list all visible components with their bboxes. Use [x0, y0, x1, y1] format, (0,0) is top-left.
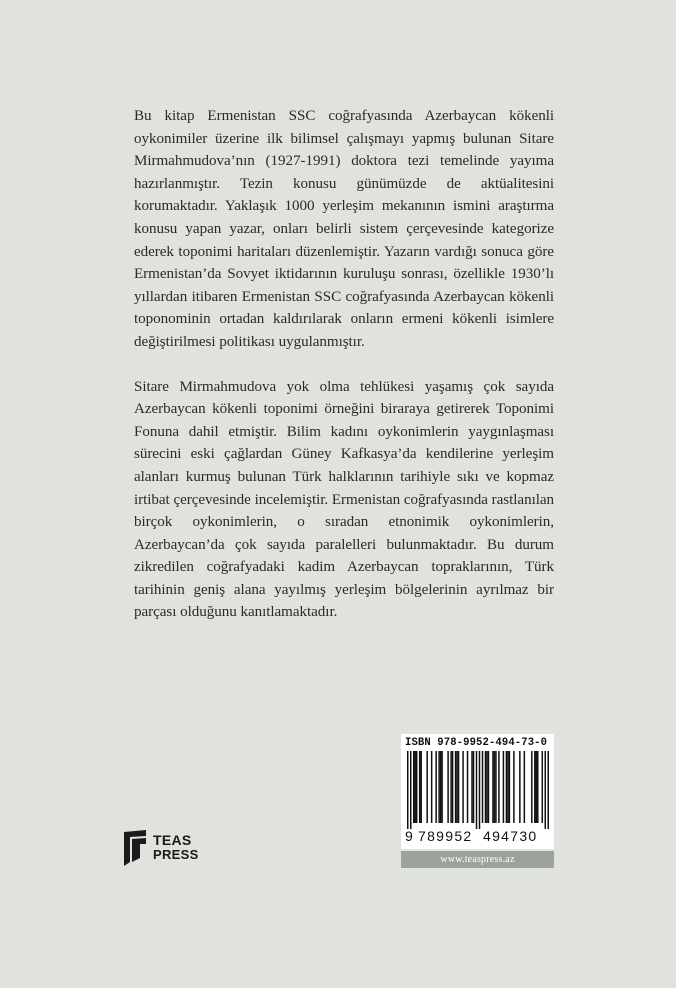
- barcode-bar: [407, 751, 408, 829]
- publisher-name-top: TEAS: [153, 832, 192, 848]
- barcode-bar: [545, 751, 546, 829]
- barcode-bar: [467, 751, 468, 823]
- barcode-bar: [494, 751, 495, 823]
- barcode-bar: [524, 751, 525, 823]
- publisher-logo: [122, 830, 212, 868]
- barcode-digits-right: 494730: [483, 828, 538, 844]
- barcode-bar: [455, 751, 456, 823]
- barcode-bar: [416, 751, 417, 823]
- barcode-bar: [488, 751, 489, 823]
- barcode-bar: [426, 751, 427, 823]
- barcode-bar: [476, 751, 477, 829]
- barcode-bar: [534, 751, 535, 823]
- barcode-bar: [503, 751, 504, 823]
- barcode-bar: [509, 751, 510, 823]
- barcode-digits-left: 789952: [418, 828, 473, 844]
- publisher-name-bottom: PRESS: [153, 847, 199, 862]
- barcode-bar: [462, 751, 463, 823]
- barcode-bar: [420, 751, 421, 823]
- barcode-bar: [410, 751, 411, 829]
- barcode-bar: [456, 751, 457, 823]
- barcode-bar: [486, 751, 487, 823]
- barcode-bar: [542, 751, 543, 823]
- barcode-bar: [447, 751, 448, 823]
- barcode-bar: [435, 751, 436, 823]
- blurb-paragraph-1: Bu kitap Ermenistan SSC coğrafyasında Azerbaycan kökenli oykonimiler üzerine ilk bilimsel çalışmayı yapmış bulunan Sitare Mirmahmudova’nın (1927-1991) doktora tezi temelinde yayıma hazırlanmıştır. Tezin konusu günümüzde de aktüalitesini korumaktadır. Yaklaşık 1000 yerleşim mekanının ismini araştırma konusu yapan yazar, onları belirli sistem çerçevesinde kategorize ederek toponimi haritaları düzenlemiştir. Yazarın vardığı sonuca göre Ermenistan’da Sovyet iktidarının kuruluşu sonrası, özellikle 1930’lı yıllardan itibaren Ermenistan SSC coğrafyasında Azerbaycan kökenli toponominin ortadan kaldırılarak onların ermeni kökenli isimlere değiştirilmesi politikası uygulanmıştır.: [134, 108, 554, 350]
- barcode-bar: [519, 751, 520, 823]
- barcode-bar: [531, 751, 532, 823]
- barcode-bar: [507, 751, 508, 823]
- blurb-text: [134, 105, 554, 646]
- barcode-bar: [548, 751, 549, 829]
- barcode-bar: [414, 751, 415, 823]
- barcode-bar: [441, 751, 442, 823]
- barcode-bar: [492, 751, 493, 823]
- barcode-bar: [537, 751, 538, 823]
- barcode-bar: [452, 751, 453, 823]
- barcode-bar: [473, 751, 474, 823]
- barcode-digit-first: 9: [405, 828, 413, 844]
- barcode-bar: [471, 751, 472, 823]
- barcode-bar: [419, 751, 420, 823]
- barcode-bar: [431, 751, 432, 823]
- barcode-bar: [506, 751, 507, 823]
- website-url[interactable]: www.teaspress.az: [440, 854, 515, 865]
- barcode-bars: [407, 751, 549, 829]
- barcode-bar: [450, 751, 451, 823]
- blurb-paragraph-2: Sitare Mirmahmudova yok olma tehlükesi yaşamış çok sayıda Azerbaycan kökenli toponimi örneğini biraraya getirerek Toponimi Fonuna dahil etmiştir. Bilim kadını oykonimlerin yaygınlaşması sürecini eski çağlardan Güney Kafkasya’da kendilerine yerleşim alanları kurmuş bulunan Türk halklarının tarihiyle sıkı ve kopmaz irtibat çerçevesinde incelemiştir. Ermenistan coğrafyasında rastlanılan birçok oykonimlerin, o sıradan etnonimik oykonimlerin, Azerbaycan’da çok sayıda paralelleri bulunmaktadır. Bu durum zikredilen coğrafyadaki kadim Azerbaycan topraklarının, Türk tarihinin geniş alana yayılmış yerleşim bölgelerinin ayrılmaz bir parçası olduğunu kanıtlamaktadır.: [134, 378, 554, 621]
- teas-press-logo-icon: [122, 830, 148, 866]
- isbn-label: ISBN 978-9952-494-73-0: [405, 737, 548, 749]
- barcode-bar: [495, 751, 496, 823]
- barcode-bar: [479, 751, 480, 829]
- barcode-bar: [485, 751, 486, 823]
- barcode-bar: [413, 751, 414, 823]
- barcode-digits: [405, 828, 551, 846]
- barcode-bar: [536, 751, 537, 823]
- barcode-bar: [440, 751, 441, 823]
- barcode-bar: [438, 751, 439, 823]
- barcode-bar: [482, 751, 483, 823]
- website-strip: [401, 851, 554, 868]
- isbn-barcode: [401, 734, 554, 849]
- barcode-bar: [498, 751, 499, 823]
- barcode-bar: [458, 751, 459, 823]
- barcode-bar: [513, 751, 514, 823]
